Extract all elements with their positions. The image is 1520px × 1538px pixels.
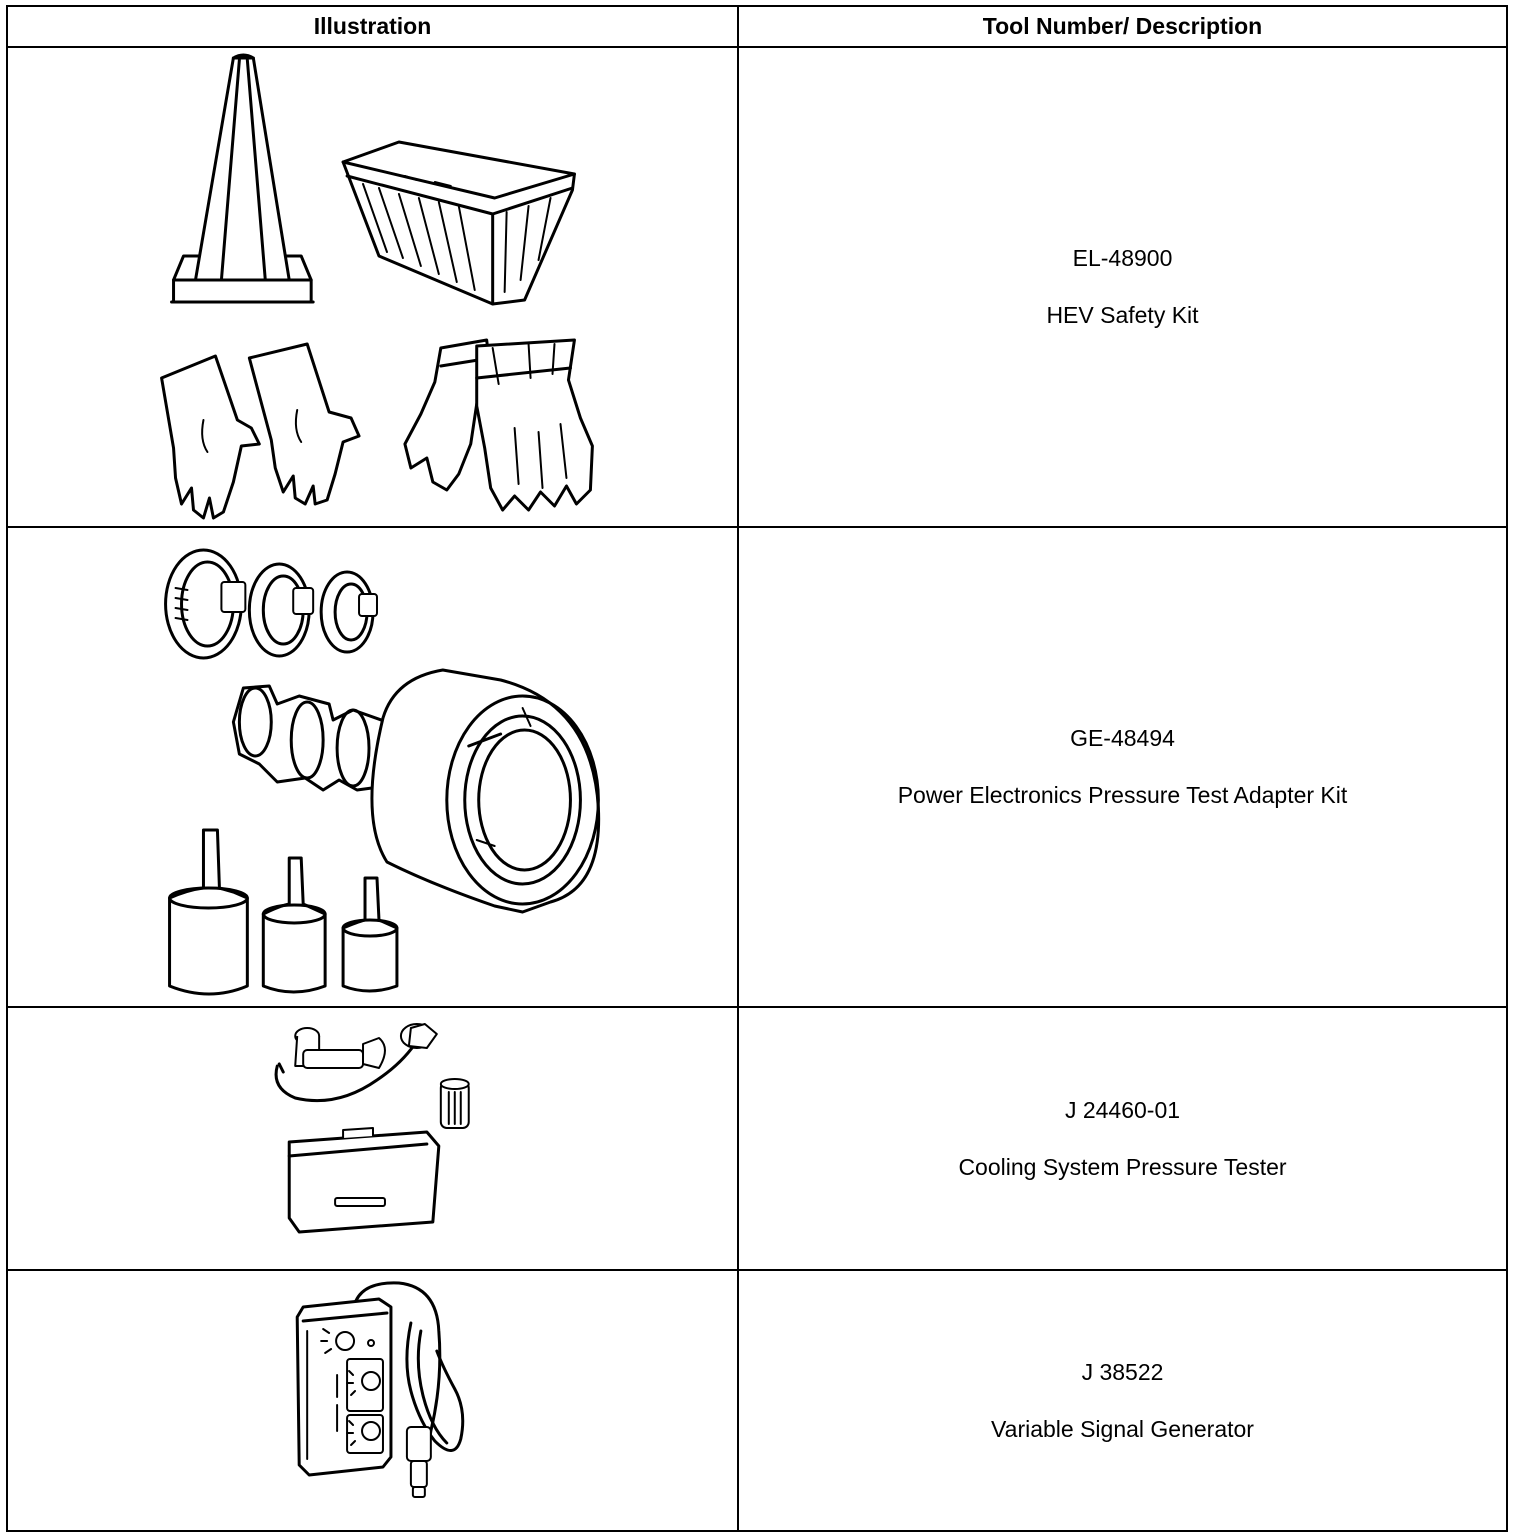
tool-number: J 24460-01 [1064, 1096, 1181, 1123]
tool-column-header: Tool Number/ Description [738, 6, 1507, 47]
tool-description: Variable Signal Generator [991, 1415, 1254, 1442]
tool-description: Power Electronics Pressure Test Adapter Kit [897, 782, 1348, 808]
table-row [7, 527, 1507, 1007]
description-cell [738, 1270, 1507, 1531]
illustration-cell [7, 47, 738, 527]
cooling-pressure-tester-icon [8, 1008, 737, 1269]
table-row [7, 47, 1507, 527]
illustration-column-header: Illustration [7, 6, 738, 47]
description-cell [738, 527, 1507, 1007]
illustration-cell [7, 527, 738, 1007]
signal-generator-icon [8, 1271, 737, 1530]
illustration-cell [7, 1270, 738, 1531]
tool-description: Cooling System Pressure Tester [958, 1153, 1287, 1180]
table-row [7, 1007, 1507, 1270]
illustration-cell [7, 1007, 738, 1270]
tool-number: J 38522 [1081, 1358, 1164, 1385]
tool-description: HEV Safety Kit [1046, 302, 1199, 328]
description-cell [738, 47, 1507, 527]
table-header-row [7, 6, 1507, 47]
description-cell [738, 1007, 1507, 1270]
hev-safety-kit-icon [8, 48, 737, 526]
tool-number: GE-48494 [1070, 725, 1175, 751]
table-row [7, 1270, 1507, 1531]
tool-number: EL-48900 [1072, 245, 1173, 271]
special-tools-table [6, 5, 1508, 1532]
pressure-test-adapter-kit-icon [8, 528, 737, 1006]
